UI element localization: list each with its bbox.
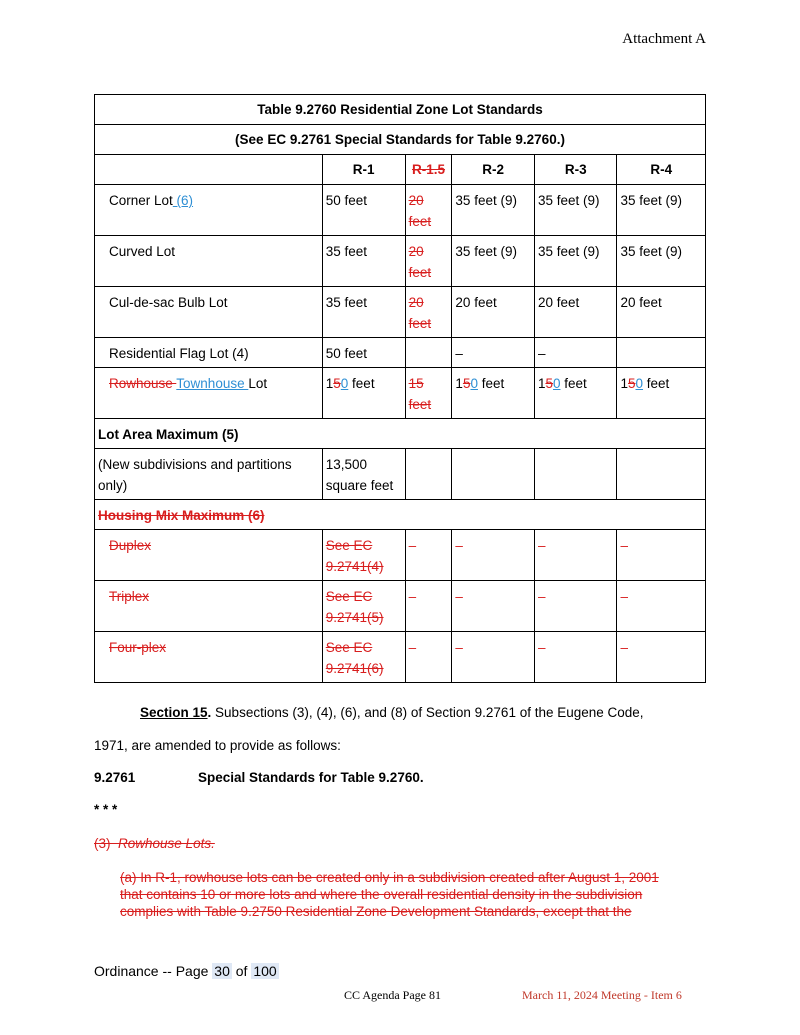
value-line: square feet — [325, 478, 394, 493]
cell-dash: – — [617, 632, 706, 683]
housing-mix-header: Housing Mix Maximum (6) — [95, 500, 706, 530]
cell-r1-deleted — [322, 632, 405, 683]
cell-r1: 35 feet — [322, 236, 405, 287]
cell-dash: – — [617, 530, 706, 581]
ordinance-footer — [94, 963, 279, 979]
cell-r15-deleted — [405, 368, 452, 419]
cell-dash: – — [534, 581, 617, 632]
deleted-text: feet — [408, 316, 432, 331]
cell-dash: – — [534, 530, 617, 581]
column-header-r15: R-1.5 — [405, 155, 452, 185]
inserted-text: 0 — [470, 376, 478, 391]
cell-empty — [405, 449, 452, 500]
row-label: (New subdivisions and partitions only) — [95, 449, 323, 500]
deleted-text: feet — [408, 214, 432, 229]
cell-r15-deleted — [405, 236, 452, 287]
section-15-line1 — [94, 703, 706, 723]
cell-r1: 35 feet — [322, 287, 405, 338]
row-label — [95, 368, 323, 419]
table-subtitle-row — [95, 125, 706, 155]
paragraph-line: (a) In R-1, rowhouse lots can be created only in a subdivision created after August 1, 2001 — [120, 870, 659, 885]
cell-empty — [534, 449, 617, 500]
value-digit: 1 — [537, 376, 546, 391]
agenda-page: CC Agenda Page 81 — [344, 988, 441, 1002]
row-label — [95, 185, 323, 236]
cell-r4: 20 feet — [617, 287, 706, 338]
deleted-text: 9.2741(6) — [325, 661, 384, 676]
inserted-text: 0 — [552, 376, 561, 391]
table-row-corner-lot — [95, 185, 706, 236]
cell-r1: 50 feet — [322, 338, 405, 368]
cell-r2: 35 feet (9) — [452, 236, 535, 287]
cell-r2 — [452, 368, 535, 419]
column-header-blank — [95, 155, 323, 185]
table-title: Table 9.2760 Residential Zone Lot Standards — [95, 95, 706, 125]
lot-area-header-row — [95, 419, 706, 449]
column-header-r1: R-1 — [322, 155, 405, 185]
subsection-3-number: (3) — [94, 836, 111, 851]
section-15-text: Subsections (3), (4), (6), and (8) of Section 9.2761 of the Eugene Code, — [211, 705, 644, 720]
subsection-3-heading — [94, 834, 706, 854]
paragraph-line: complies with Table 9.2750 Residential Zone Development Standards, except that the — [120, 904, 632, 919]
cell-r4: 35 feet (9) — [617, 185, 706, 236]
row-label: Curved Lot — [95, 236, 323, 287]
corner-lot-label: Corner Lot — [109, 193, 173, 208]
cell-r3 — [534, 368, 617, 419]
table-row-flag-lot — [95, 338, 706, 368]
inserted-text: (6) — [172, 193, 194, 208]
attachment-label: Attachment A — [622, 31, 706, 47]
cell-dash: – — [405, 632, 452, 683]
cell-r4 — [617, 368, 706, 419]
value-unit: feet — [643, 376, 670, 391]
code-number: 9.2761 — [94, 770, 136, 785]
section-15-line2: 1971, are amended to provide as follows: — [94, 738, 341, 753]
table-row-lot-area — [95, 449, 706, 500]
deleted-text: 20 — [408, 244, 424, 259]
cell-dash: – — [452, 632, 535, 683]
cell-r2: – — [452, 338, 535, 368]
section-15-period: . — [207, 705, 212, 720]
page-of: of — [231, 963, 252, 979]
table-row-townhouse-lot — [95, 368, 706, 419]
cell-r3: – — [534, 338, 617, 368]
row-label-tail: Lot — [248, 376, 268, 391]
cell-dash: – — [452, 581, 535, 632]
cell-r1: 50 feet — [322, 185, 405, 236]
value-digit: 1 — [620, 376, 628, 391]
inserted-text: 0 — [340, 376, 349, 391]
column-header-r2: R-2 — [452, 155, 535, 185]
deleted-text: 5 — [545, 376, 553, 391]
lot-standards-table — [94, 94, 706, 683]
cell-r3: 20 feet — [534, 287, 617, 338]
cell-r15-deleted — [405, 185, 452, 236]
cell-r1 — [322, 368, 405, 419]
cell-r4-empty — [617, 338, 706, 368]
value-digit: 1 — [455, 376, 463, 391]
table-title-row — [95, 95, 706, 125]
deleted-text: 5 — [333, 376, 341, 391]
table-row-curved-lot — [95, 236, 706, 287]
cell-r1-deleted — [322, 530, 405, 581]
cell-dash: – — [405, 581, 452, 632]
cell-r4: 35 feet (9) — [617, 236, 706, 287]
table-row-fourplex — [95, 632, 706, 683]
cell-empty — [617, 449, 706, 500]
code-title: Special Standards for Table 9.2760. — [198, 770, 424, 785]
section-15-label: Section 15 — [140, 705, 208, 720]
row-label: Cul-de-sac Bulb Lot — [95, 287, 323, 338]
value-unit: feet — [348, 376, 375, 391]
deleted-text: See EC — [325, 640, 373, 655]
housing-mix-header-row — [95, 500, 706, 530]
cell-r1-deleted — [322, 581, 405, 632]
lot-area-header: Lot Area Maximum (5) — [95, 419, 706, 449]
row-label: Triplex — [95, 581, 323, 632]
deleted-text: 5 — [628, 376, 636, 391]
value-unit: feet — [477, 376, 505, 391]
row-label: Four-plex — [95, 632, 323, 683]
cell-r15-empty — [405, 338, 452, 368]
column-header-row — [95, 155, 706, 185]
deleted-text: 20 — [408, 193, 424, 208]
page-total: 100 — [253, 963, 277, 979]
deleted-text: See EC — [325, 589, 373, 604]
cell-empty — [452, 449, 535, 500]
inserted-text: Townhouse — [176, 376, 249, 391]
ellipsis-stars: * * * — [94, 802, 118, 817]
ordinance-label: Ordinance -- Page — [94, 963, 213, 979]
cell-dash: – — [617, 581, 706, 632]
value-unit: feet — [560, 376, 587, 391]
cell-dash: – — [452, 530, 535, 581]
value-line: 13,500 — [325, 457, 368, 472]
row-label: Residential Flag Lot (4) — [95, 338, 323, 368]
cell-r3: 35 feet (9) — [534, 185, 617, 236]
table-row-duplex — [95, 530, 706, 581]
deleted-text: 20 — [408, 295, 424, 310]
cell-r2: 20 feet — [452, 287, 535, 338]
cell-r2: 35 feet (9) — [452, 185, 535, 236]
deleted-text: 9.2741(5) — [325, 610, 384, 625]
cell-r1 — [322, 449, 405, 500]
cell-dash: – — [405, 530, 452, 581]
column-header-r4: R-4 — [617, 155, 706, 185]
row-label: Duplex — [95, 530, 323, 581]
value-digit: 1 — [325, 376, 334, 391]
subsection-3-title: Rowhouse Lots. — [118, 836, 215, 851]
deleted-text: feet — [408, 397, 432, 412]
paragraph-line: that contains 10 or more lots and where the overall residential density in the subdivision — [120, 887, 643, 902]
deleted-text: Rowhouse — [109, 376, 177, 391]
page-number: 30 — [214, 963, 230, 979]
cell-r15-deleted — [405, 287, 452, 338]
code-heading — [94, 768, 706, 788]
cell-r3: 35 feet (9) — [534, 236, 617, 287]
deleted-text: 9.2741(4) — [325, 559, 384, 574]
deleted-text: 15 — [408, 376, 424, 391]
deleted-text: feet — [408, 265, 432, 280]
cell-dash: – — [534, 632, 617, 683]
meeting-item: March 11, 2024 Meeting - Item 6 — [522, 988, 682, 1002]
subsection-3a-paragraph — [120, 869, 706, 920]
table-row-culdesac-lot — [95, 287, 706, 338]
column-header-r3: R-3 — [534, 155, 617, 185]
table-row-triplex — [95, 581, 706, 632]
table-subtitle: (See EC 9.2761 Special Standards for Table 9.2760.) — [95, 125, 706, 155]
deleted-text: 5 — [462, 376, 471, 391]
deleted-text: See EC — [325, 538, 373, 553]
inserted-text: 0 — [635, 376, 644, 391]
